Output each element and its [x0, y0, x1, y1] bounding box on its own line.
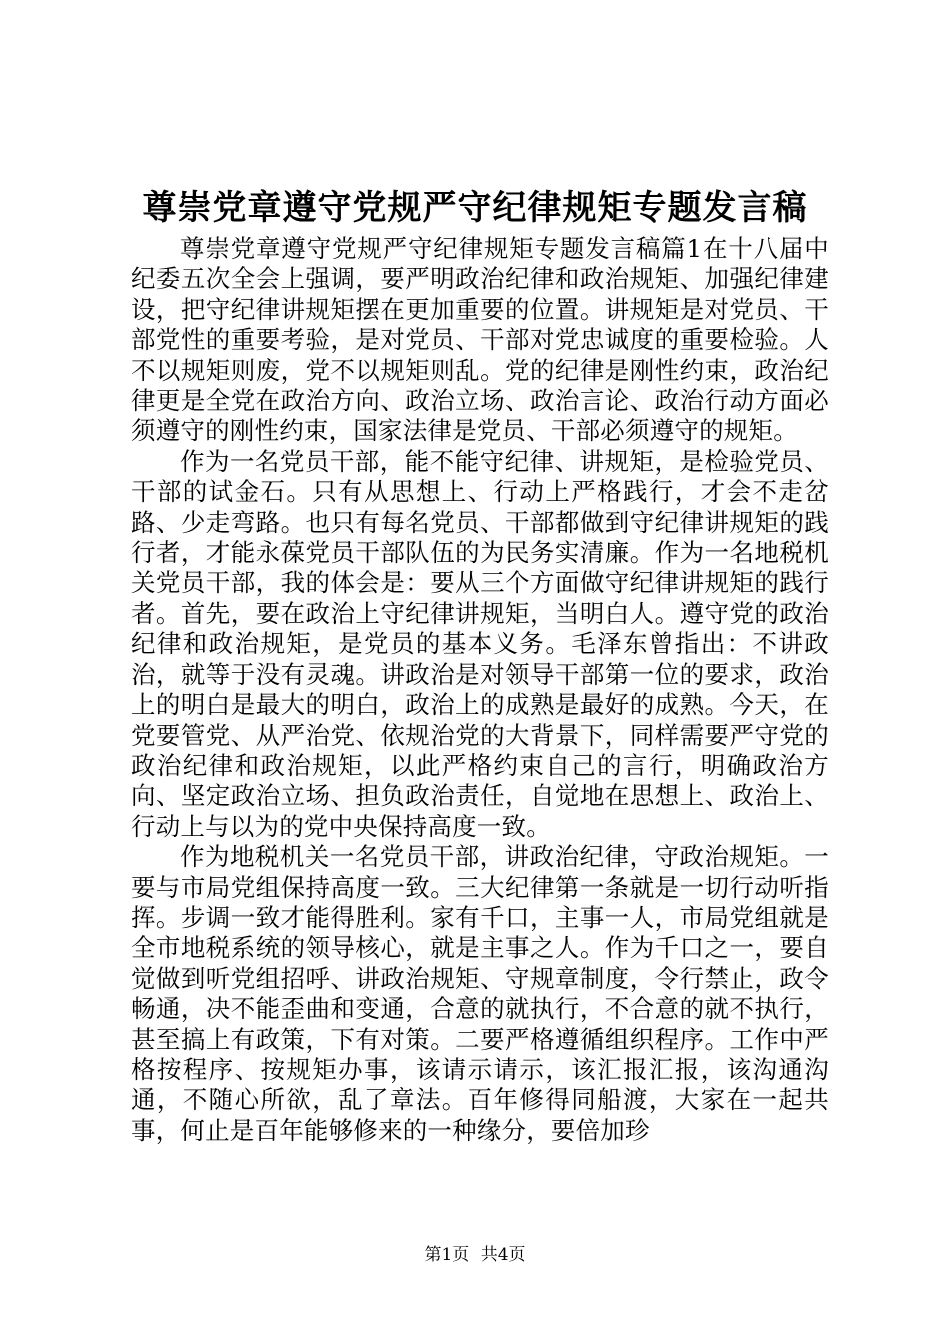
document-title: 尊崇党章遵守党规严守纪律规矩专题发言稿	[142, 188, 808, 228]
document-body	[131, 234, 829, 1146]
paragraph-2: 作为一名党员干部，能不能守纪律、讲规矩，是检验党员、干部的试金石。只有从思想上、行动上严格践行，才会不走岔路、少走弯路。也只有每名党员、干部都做到守纪律讲规矩的践行者，才能永葆党员干部队伍的为民务实清廉。作为一名地税机关党员干部，我的体会是：要从三个方面做守纪律讲规矩的践行者。首先，要在政治上守纪律讲规矩，当明白人。遵守党的政治纪律和政治规矩，是党员的基本义务。毛泽东曾指出：不讲政治，就等于没有灵魂。讲政治是对领导干部第一位的要求，政治上的明白是最大的明白，政治上的成熟是最好的成熟。今天，在党要管党、从严治党、依规治党的大背景下，同样需要严守党的政治纪律和政治规矩，以此严格约束自己的言行，明确政治方向、坚定政治立场、担负政治责任，自觉地在思想上、政治上、行动上与以为的党中央保持高度一致。	[131, 446, 829, 841]
page-footer	[0, 1244, 950, 1266]
page-number: 第1页	[424, 1245, 470, 1265]
paragraph-3: 作为地税机关一名党员干部，讲政治纪律，守政治规矩。一要与市局党组保持高度一致。三大纪律第一条就是一切行动听指挥。步调一致才能得胜利。家有千口，主事一人，市局党组就是全市地税系统的领导核心，就是主事之人。作为千口之一，要自觉做到听党组招呼、讲政治规矩、守规章制度，令行禁止，政令畅通，决不能歪曲和变通，合意的就执行，不合意的就不执行，甚至搞上有政策，下有对策。二要严格遵循组织程序。工作中严格按程序、按规矩办事，该请示请示，该汇报汇报，该沟通沟通，不随心所欲，乱了章法。百年修得同船渡，大家在一起共事，何止是百年能够修来的一种缘分，要倍加珍	[131, 842, 829, 1145]
paragraph-1: 尊崇党章遵守党规严守纪律规矩专题发言稿篇1在十八届中纪委五次全会上强调，要严明政治纪律和政治规矩、加强纪律建设，把守纪律讲规矩摆在更加重要的位置。讲规矩是对党员、干部党性的重要考验，是对党员、干部对党忠诚度的重要检验。人不以规矩则废，党不以规矩则乱。党的纪律是刚性约束，政治纪律更是全党在政治方向、政治立场、政治言论、政治行动方面必须遵守的刚性约束，国家法律是党员、干部必须遵守的规矩。	[131, 234, 829, 446]
page-total: 共4页	[480, 1245, 526, 1265]
